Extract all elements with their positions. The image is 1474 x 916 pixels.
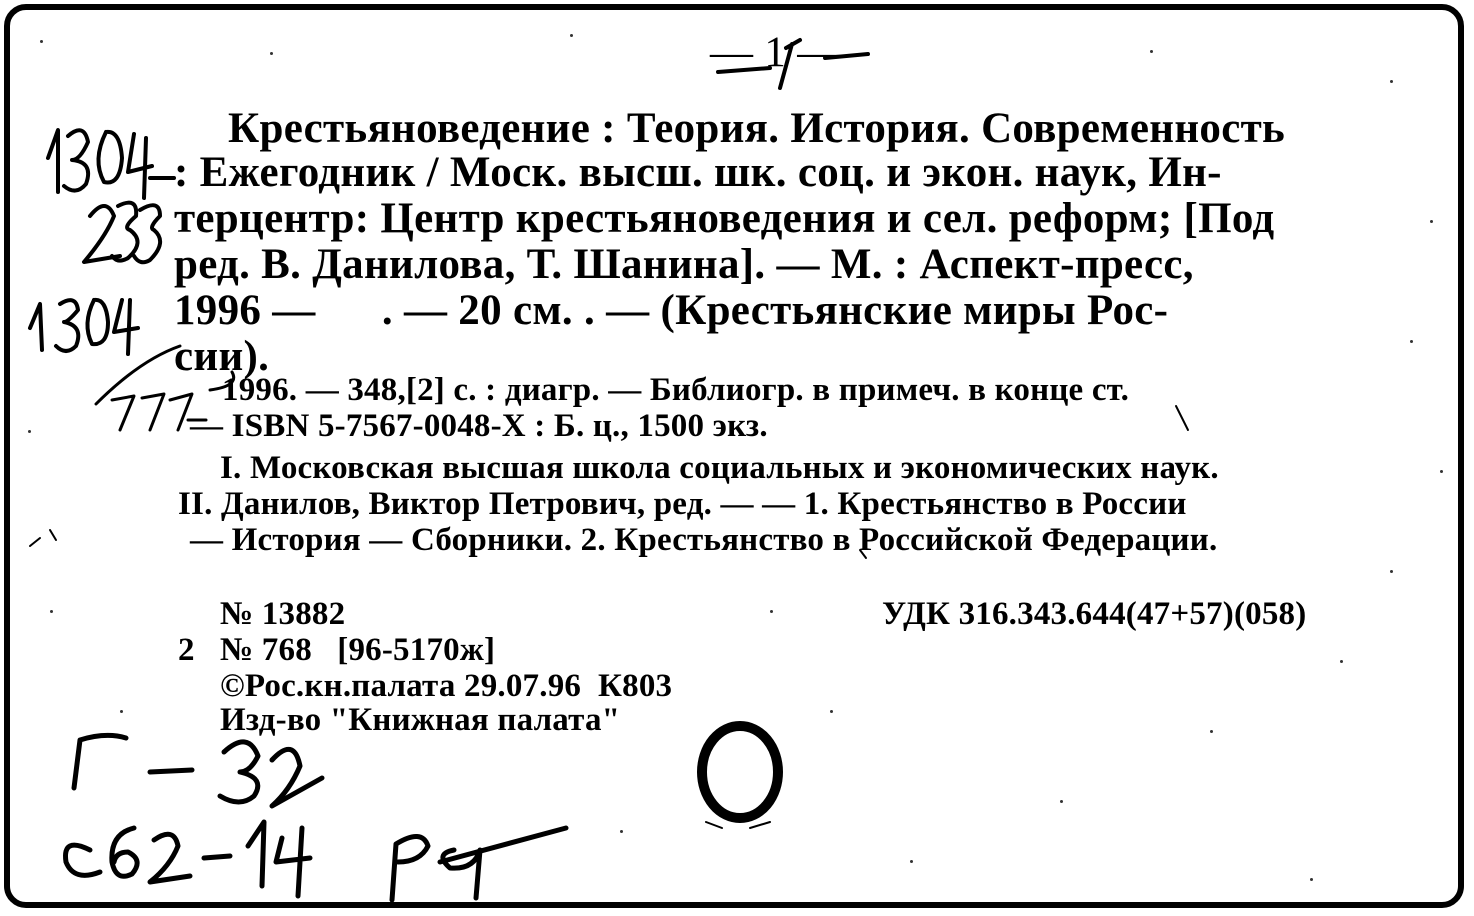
publisher-line: Изд-во "Книжная палата" — [220, 702, 621, 738]
scan-speck — [1410, 340, 1413, 343]
copyright-line: ©Рос.кн.палата 29.07.96 К803 — [220, 668, 673, 704]
title-line: : Ежегодник / Моск. высш. шк. соц. и экон. наук, Ин- — [174, 149, 1222, 196]
title-line: ред. В. Данилова, Т. Шанина]. — М. : Аспект-пресс, — [174, 241, 1194, 288]
tracing-line: II. Данилов, Виктор Петрович, ред. — — 1. Крестьянство в России — [178, 486, 1187, 522]
scan-speck — [830, 710, 833, 713]
udk-code: УДК 316.343.644(47+57)(058) — [882, 596, 1307, 632]
scan-speck — [910, 860, 913, 863]
handwritten-shelf-1-304 — [30, 300, 138, 354]
scan-speck — [270, 52, 273, 55]
handwritten-shelf-233 — [84, 203, 160, 263]
copies-marker: 2 — [178, 632, 195, 668]
scan-speck — [1440, 470, 1443, 473]
scan-speck — [1340, 660, 1343, 663]
order-line: № 768 [96-5170ж] — [220, 632, 496, 668]
scan-speck — [1430, 220, 1433, 223]
handwritten-code-g32 — [74, 735, 322, 806]
scan-speck — [40, 40, 43, 43]
scan-speck — [1390, 570, 1393, 573]
tracing-line: — История — Сборники. 2. Крестьянство в Российской Федерации. — [190, 522, 1218, 558]
scan-speck — [28, 430, 31, 433]
handwritten-code-c62-14-rf — [66, 822, 567, 900]
scan-speck — [50, 610, 53, 613]
scan-speck — [1150, 50, 1153, 53]
scan-speck — [1210, 730, 1213, 733]
scan-speck — [1310, 878, 1313, 881]
scan-speck — [120, 710, 123, 713]
scan-speck — [1060, 800, 1063, 803]
title-line: сии). — [174, 333, 270, 380]
isbn-line: — ISBN 5-7567-0048-X : Б. ц., 1500 экз. — [190, 408, 768, 444]
scan-speck — [1390, 80, 1393, 83]
scan-speck — [620, 830, 623, 833]
title-line: терцентр: Центр крестьяноведения и сел. реформ; [Под — [174, 195, 1275, 242]
handwritten-shelf-1304 — [48, 130, 174, 198]
volume-line: 1996. — 348,[2] с. : диагр. — Библиогр. в примеч. в конце ст. — [222, 372, 1130, 408]
scan-speck — [770, 610, 773, 613]
page-number: — 1 — — [710, 29, 841, 76]
catalog-card — [4, 4, 1464, 908]
scan-speck — [570, 34, 573, 37]
handwritten-shelf-377 — [96, 346, 234, 430]
record-number: № 13882 — [220, 596, 346, 632]
title-line: 1996 — . — 20 см. . — (Крестьянские миры Рос- — [174, 287, 1169, 334]
stamp-circle — [702, 726, 778, 828]
title-line: Крестьяноведение : Теория. История. Современность — [228, 105, 1286, 152]
tracing-line: I. Московская высшая школа социальных и экономических наук. — [220, 450, 1219, 486]
